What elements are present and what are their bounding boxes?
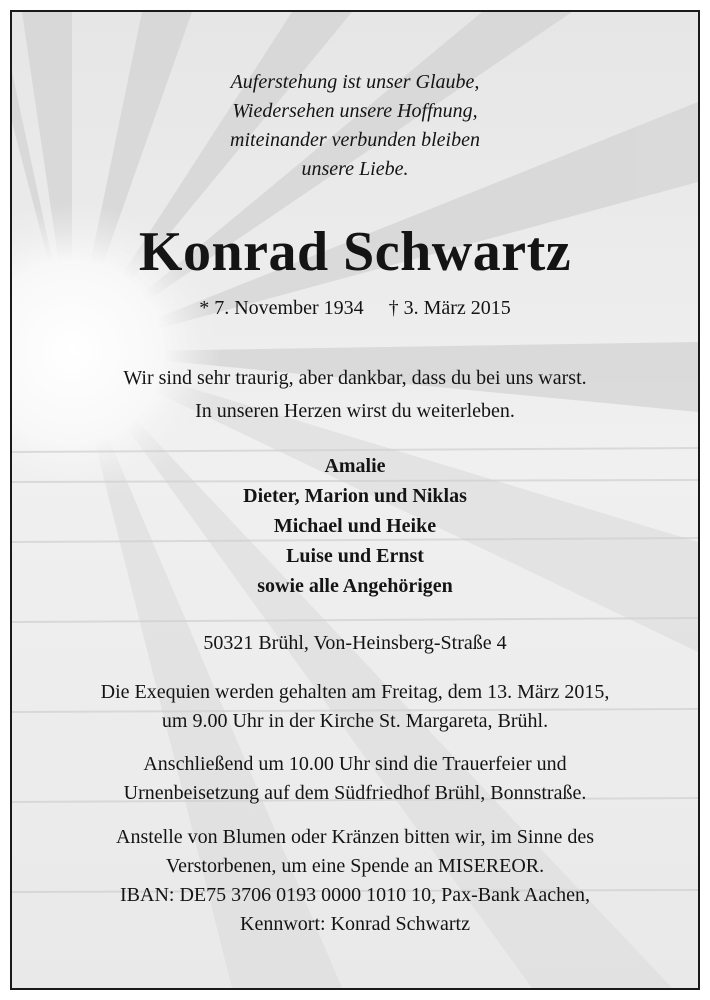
funeral-line-2: Urnenbeisetzung auf dem Südfriedhof Brühl, Bonnstraße.	[123, 782, 587, 804]
motto-line-1: Auferstehung ist unser Glaube,	[230, 71, 480, 93]
mourner-1: Amalie	[324, 455, 386, 477]
birth-date: * 7. November 1934	[199, 297, 364, 319]
mourner-3: Michael und Heike	[273, 515, 437, 537]
donation-line-1: Anstelle von Blumen oder Kränzen bitten wir, im Sinne des	[116, 826, 594, 848]
donation-line-4: Kennwort: Konrad Schwartz	[240, 913, 470, 935]
exequien-line-2: um 9.00 Uhr in der Kirche St. Margareta, Brühl.	[161, 710, 549, 732]
obituary-text	[12, 12, 698, 988]
mourner-4: Luise und Ernst	[286, 545, 424, 567]
deceased-name: Konrad Schwartz	[138, 221, 572, 283]
motto-line-2: Wiedersehen unsere Hoffnung,	[232, 100, 478, 122]
motto-line-3: miteinander verbunden bleiben	[230, 129, 480, 151]
message-line-2: In unseren Herzen wirst du weiterleben.	[195, 400, 515, 422]
exequien-line-1: Die Exequien werden gehalten am Freitag, dem 13. März 2015,	[100, 681, 610, 703]
message-line-1: Wir sind sehr traurig, aber dankbar, dass du bei uns warst.	[123, 367, 587, 389]
motto-line-4: unsere Liebe.	[301, 158, 409, 180]
address: 50321 Brühl, Von-Heinsberg-Straße 4	[203, 632, 507, 654]
death-date: † 3. März 2015	[388, 297, 511, 319]
donation-line-3: IBAN: DE75 3706 0193 0000 1010 10, Pax-Bank Aachen,	[120, 884, 590, 906]
funeral-line-1: Anschließend um 10.00 Uhr sind die Trauerfeier und	[143, 753, 567, 775]
mourner-5: sowie alle Angehörigen	[257, 575, 453, 597]
donation-line-2: Verstorbenen, um eine Spende an MISEREOR.	[165, 855, 545, 877]
life-dates	[12, 297, 698, 320]
obituary-card	[10, 10, 700, 990]
mourner-2: Dieter, Marion und Niklas	[243, 485, 467, 507]
